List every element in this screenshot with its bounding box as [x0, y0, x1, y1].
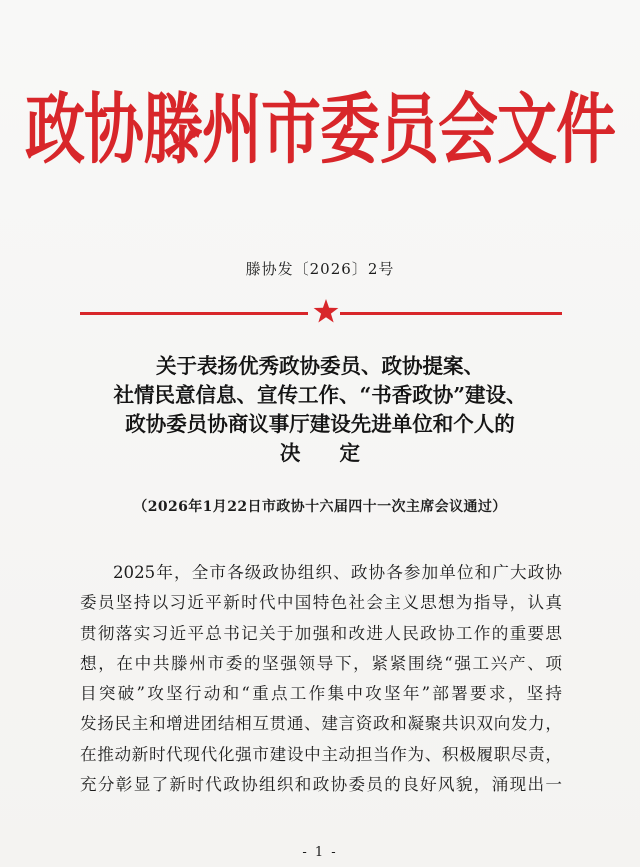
approval-note: （2026年1月22日市政协十六届四十一次主席会议通过）	[133, 499, 507, 515]
document-number: 滕协发〔2026〕2号	[245, 260, 395, 278]
body-line-4: 想，在中共滕州市委的坚强领导下，紧紧围绕“强工兴产、项	[80, 653, 562, 673]
title-line-3: 政协委员协商议事厅建设先进单位和个人的	[125, 412, 515, 436]
title-line-1: 关于表扬优秀政协委员、政协提案、	[156, 354, 484, 378]
document-header-title: 政协滕州市委员会文件	[25, 85, 615, 176]
decision-title	[40, 352, 600, 468]
red-separator-left	[80, 312, 308, 315]
title-line-2: 社情民意信息、宣传工作、“书香政协”建设、	[113, 383, 527, 407]
body-line-6: 发扬民主和增进团结相互贯通、建言资政和凝聚共识双向发力，	[80, 714, 562, 734]
body-line-2: 委员坚持以习近平新时代中国特色社会主义思想为指导，认真	[80, 593, 562, 613]
body-line-1: 2025年，全市各级政协组织、政协各参加单位和广大政协	[113, 563, 562, 582]
page-number: - 1 -	[302, 845, 338, 860]
title-line-4: 决 定	[279, 441, 377, 465]
body-paragraph	[80, 558, 562, 800]
red-star-icon	[313, 298, 339, 324]
body-line-8: 充分彰显了新时代政协组织和政协委员的良好风貌，涌现出一	[80, 775, 562, 795]
body-line-3: 贯彻落实习近平总书记关于加强和改进人民政协工作的重要思	[80, 623, 562, 643]
body-line-5: 目突破”攻坚行动和“重点工作集中攻坚年”部署要求，坚持	[80, 684, 562, 704]
red-separator-right	[340, 312, 562, 315]
body-line-7: 在推动新时代现代化强市建设中主动担当作为、积极履职尽责，	[80, 744, 562, 764]
